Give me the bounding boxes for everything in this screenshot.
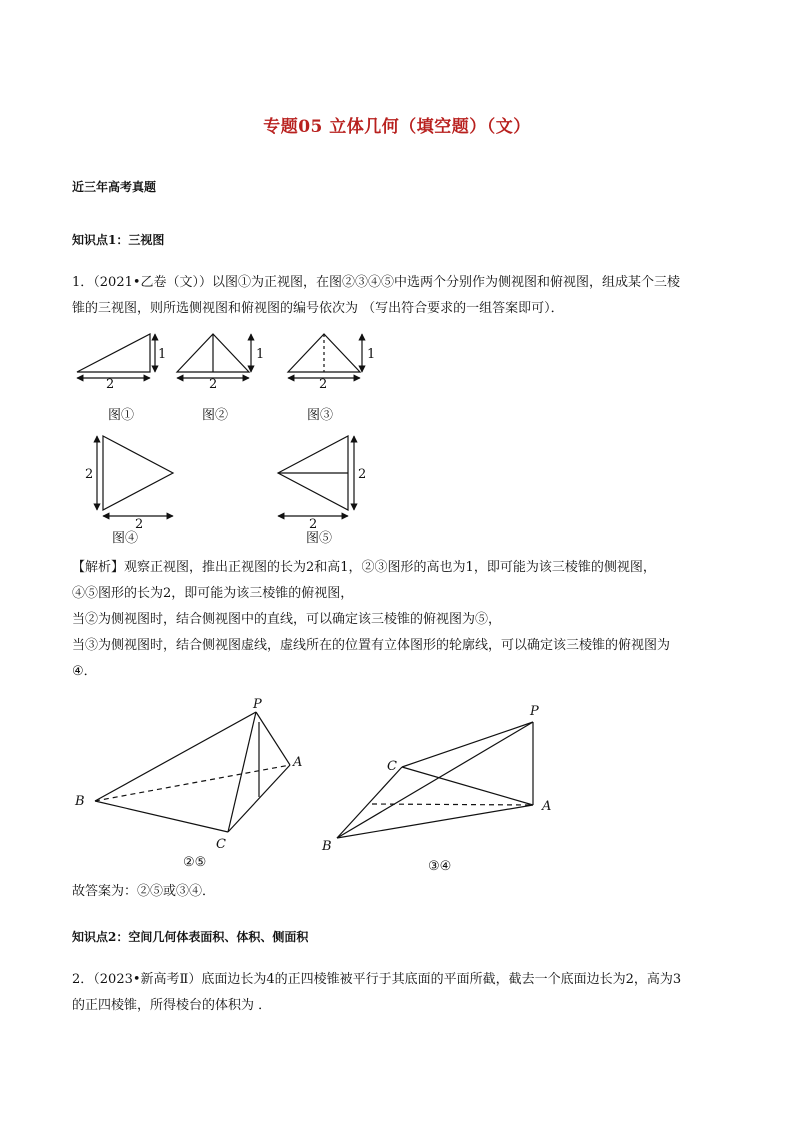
analysis-line-5: ④． [72,664,97,679]
fig1-width-label: 2 [106,377,115,392]
left-point-C: C [216,837,226,852]
page-title: 专题05 立体几何（填空题）（文） [263,117,531,137]
left-tetrahedron [95,712,290,832]
analysis-line-1: 【解析】观察正视图，推出正视图的长为2和高1，②③图形的高也为1，即可能为该三棱锥的侧视图， [72,560,656,575]
figure-3-side-view [288,334,362,378]
fig4-height-label: 2 [85,467,94,482]
figure-5-top-view [278,436,354,516]
figure-2-side-view [177,334,251,378]
analysis-line-4: 当③为侧视图时，结合侧视图虚线，虚线所在的位置有立体图形的轮廓线，可以确定该三棱锥的俯视图为 [72,638,671,653]
fig1-caption: 图① [108,408,135,423]
analysis-line-2: ④⑤图形的长为2，即可能为该三棱锥的俯视图， [72,586,354,601]
fig4-width-label: 2 [135,517,144,532]
figure-4-top-view [97,436,173,516]
figure-1-front-view [77,334,155,378]
analysis-line-3: 当②为侧视图时，结合侧视图中的直线，可以确定该三棱锥的俯视图为⑤， [72,612,502,627]
left-point-B: B [75,794,85,809]
fig5-caption: 图⑤ [306,531,333,546]
section-heading: 近三年高考真题 [72,180,157,194]
fig1-height-label: 1 [158,347,167,362]
left-point-P: P [253,697,262,712]
question-2 [72,967,732,1019]
fig2-height-label: 1 [256,347,265,362]
fig2-caption: 图② [202,408,229,423]
three-view-figures [60,325,400,546]
right-tetrahedron [337,722,533,838]
fig3-width-label: 2 [319,377,328,392]
right-solid-caption: ③④ [428,859,452,874]
answer: 故答案为：②⑤或③④． [72,884,216,899]
left-point-A: A [293,755,303,770]
fig3-height-label: 1 [367,347,376,362]
question-1-line-1: 1．（2021•乙卷（文））以图①为正视图，在图②③④⑤中选两个分别作为侧视图和俯视图，组成某个三棱 [72,275,681,290]
fig2-width-label: 2 [209,377,218,392]
question-2-line-1: 2．（2023•新高考Ⅱ）底面边长为4的正四棱锥被平行于其底面的平面所截，截去一个底面边长为2，高为3 [72,972,682,987]
left-solid-caption: ②⑤ [183,855,207,870]
fig4-caption: 图④ [112,531,139,546]
question-1 [72,270,732,322]
solid-figures [60,690,580,880]
right-point-P: P [530,704,539,719]
right-point-A: A [542,799,552,814]
fig3-caption: 图③ [307,408,334,423]
question-2-line-2: 的正四棱锥，所得棱台的体积为 ． [72,998,272,1013]
fig5-width-label: 2 [309,517,318,532]
knowledge-point-1: 知识点1：三视图 [72,233,165,247]
question-1-line-2: 锥的三视图，则所选侧视图和俯视图的编号依次为 （写出符合要求的一组答案即可）． [72,301,564,316]
fig5-height-label: 2 [358,467,367,482]
analysis [72,555,732,685]
right-point-C: C [387,759,397,774]
knowledge-point-2: 知识点2：空间几何体表面积、体积、侧面积 [72,930,309,944]
right-point-B: B [322,839,332,854]
